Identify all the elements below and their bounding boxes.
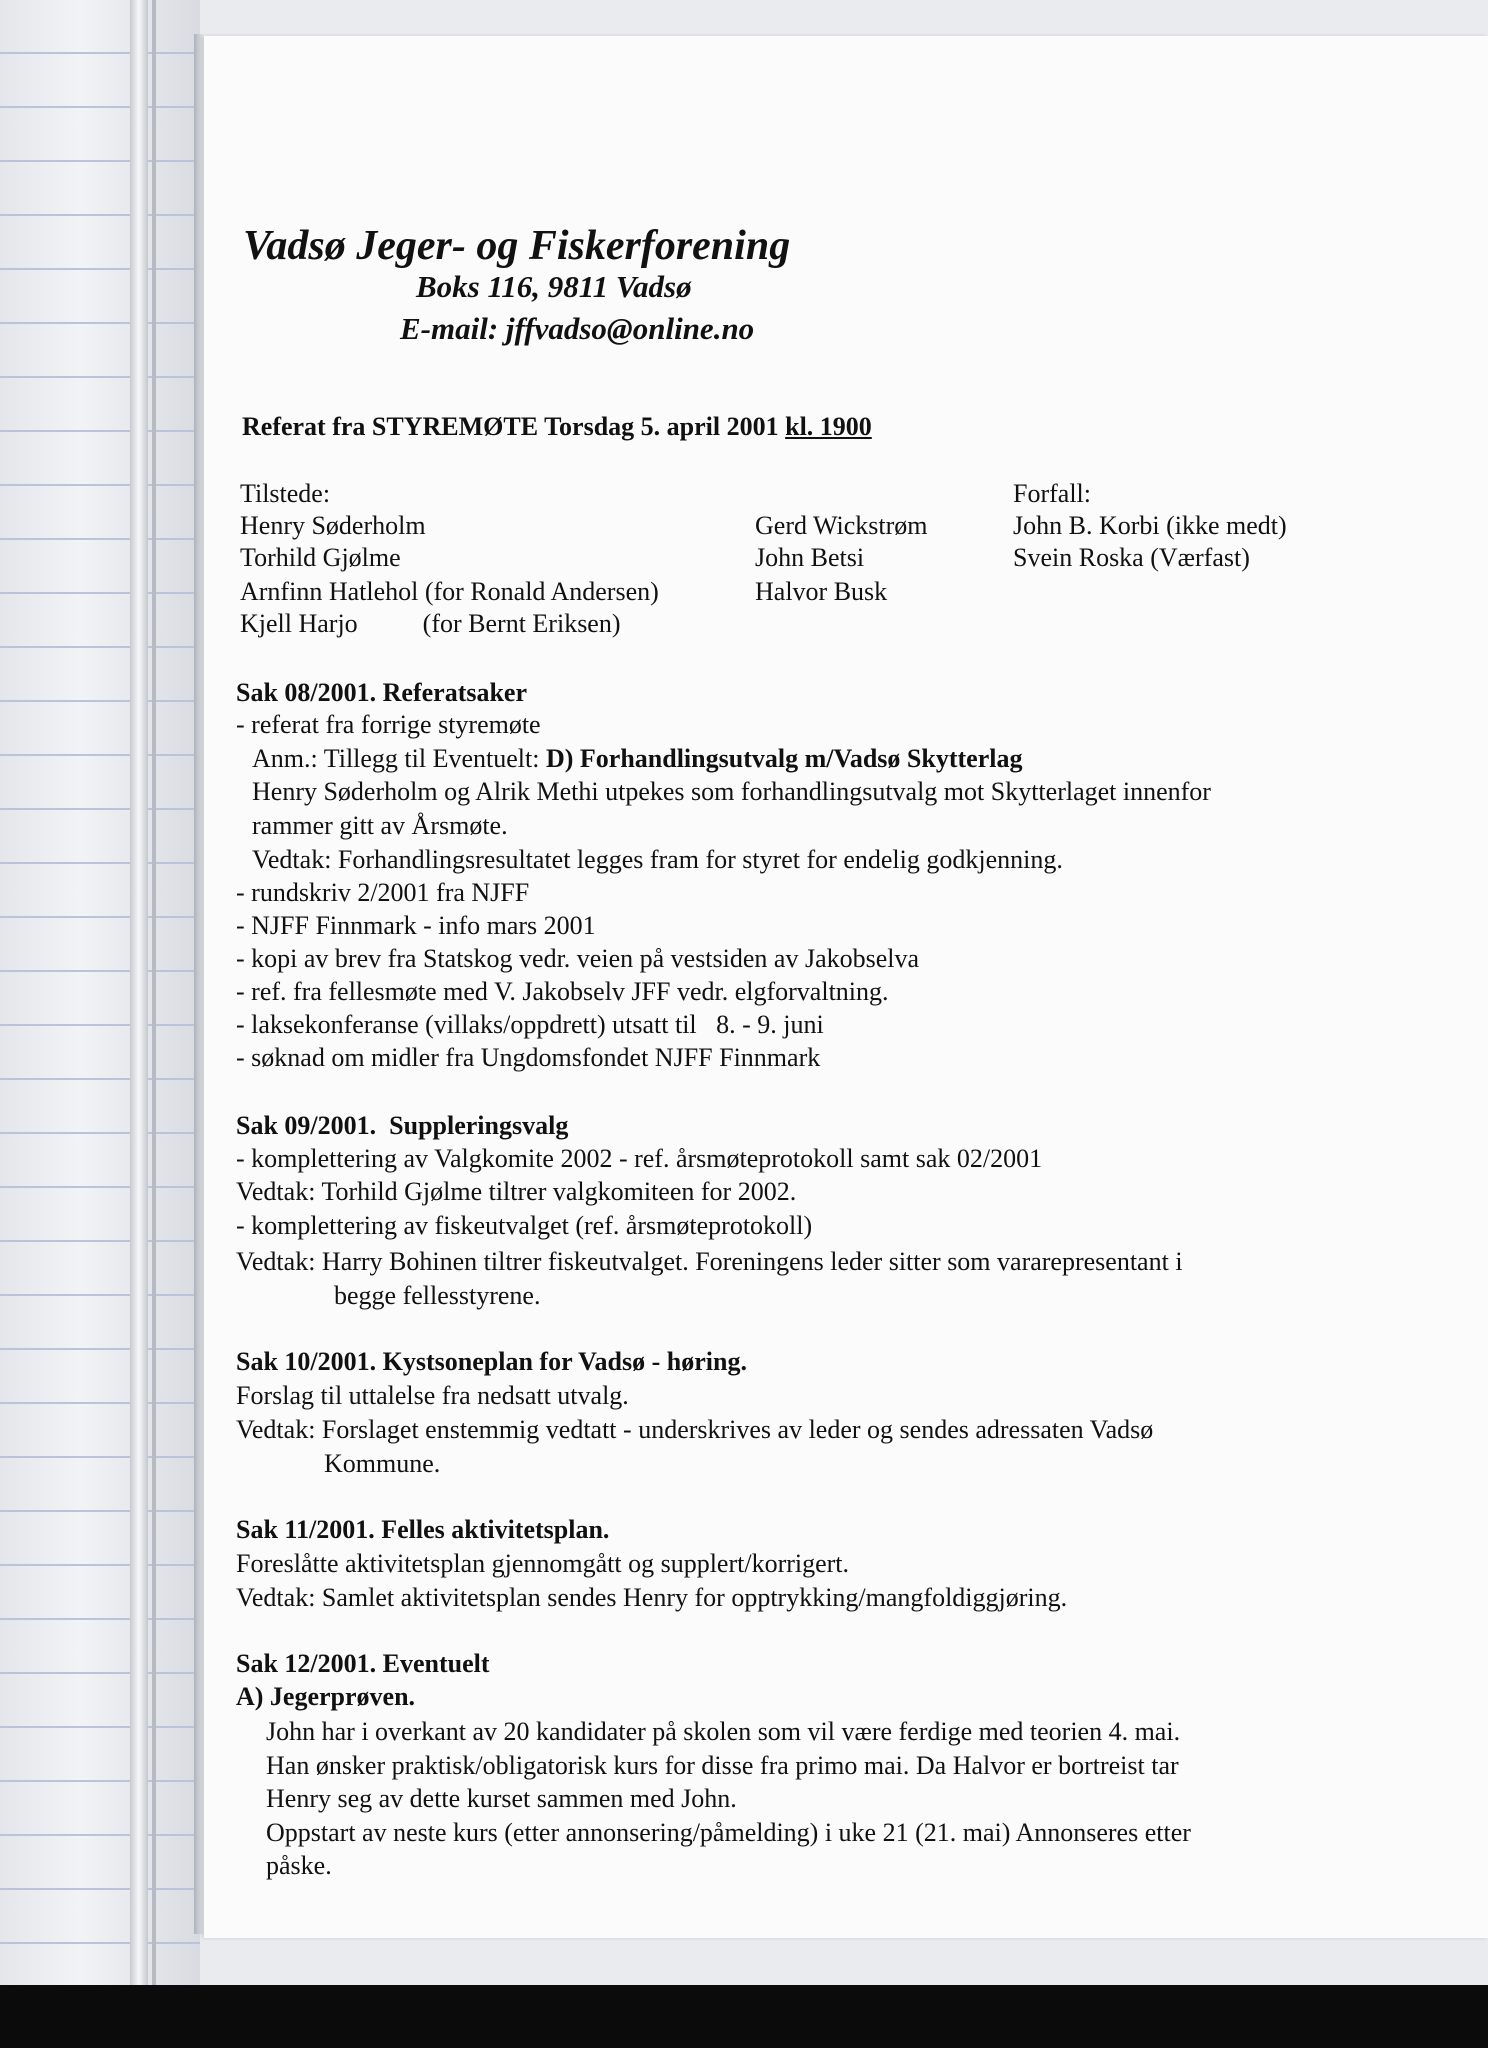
sak09-line: - komplettering av fiskeutvalget (ref. årsmøteprotokoll): [236, 1211, 813, 1240]
sak08-item: - laksekonferanse (villaks/oppdrett) utsatt til 8. - 9. juni: [236, 1010, 824, 1039]
sak12-line: Henry seg av dette kurset sammen med John.: [266, 1784, 737, 1813]
sak12-heading: Sak 12/2001. Eventuelt: [236, 1649, 490, 1678]
sak08-anm: [252, 743, 1022, 775]
present-person: Kjell Harjo (for Bernt Eriksen): [240, 609, 621, 638]
sak12-subheading: A) Jegerprøven.: [236, 1682, 416, 1711]
present-label: Tilstede:: [240, 479, 331, 508]
meeting-time: kl. 1900: [785, 412, 872, 441]
binder-edge: [152, 0, 156, 1985]
sak12-line: John har i overkant av 20 kandidater på skolen som vil være ferdige med teorien 4. mai.: [266, 1717, 1181, 1746]
sak10-heading: Sak 10/2001. Kystsoneplan for Vadsø - høring.: [236, 1347, 747, 1376]
sak11-line: Vedtak: Samlet aktivitetsplan sendes Henry for opptrykking/mangfoldiggjøring.: [236, 1583, 1068, 1612]
sak12-line: Han ønsker praktisk/obligatorisk kurs for disse fra primo mai. Da Halvor er bortreist tar: [266, 1751, 1179, 1780]
sak10-cont: Kommune.: [324, 1449, 441, 1478]
present-person: John Betsi: [755, 543, 865, 572]
sak08-item: - søknad om midler fra Ungdomsfondet NJFF Finnmark: [236, 1043, 821, 1072]
sak12-line: påske.: [266, 1851, 332, 1880]
sak12-line: Oppstart av neste kurs (etter annonsering/påmelding) i uke 21 (21. mai) Annonseres etter: [266, 1818, 1191, 1847]
sak10-line: Forslag til uttalelse fra nedsatt utvalg.: [236, 1381, 629, 1410]
sak08-vedtak: Vedtak: Forhandlingsresultatet legges fram for styret for endelig godkjenning.: [252, 845, 1063, 874]
present-person: Halvor Busk: [755, 577, 888, 606]
org-name: Vadsø Jeger- og Fiskerforening: [243, 223, 791, 269]
sak08-body: Henry Søderholm og Alrik Methi utpekes som forhandlingsutvalg mot Skytterlaget innenfor: [252, 777, 1211, 806]
present-person: Henry Søderholm: [240, 511, 426, 540]
sak10-line: Vedtak: Forslaget enstemmig vedtatt - underskrives av leder og sendes adressaten Vadsø: [236, 1415, 1154, 1444]
sak09-line: - komplettering av Valgkomite 2002 - ref. årsmøteprotokoll samt sak 02/2001: [236, 1144, 1043, 1173]
meeting-title: [242, 411, 872, 443]
binder-lined-strip: [0, 0, 200, 1985]
sak08-anm-prefix: Anm.: Tillegg til Eventuelt:: [252, 744, 546, 773]
sak09-cont: begge fellesstyrene.: [334, 1281, 541, 1310]
sak08-item: - ref. fra fellesmøte med V. Jakobselv JFF vedr. elgforvaltning.: [236, 977, 889, 1006]
absent-person: John B. Korbi (ikke medt): [1013, 511, 1287, 540]
binder-fold: [130, 0, 148, 1985]
present-person: Gerd Wickstrøm: [755, 511, 928, 540]
meeting-title-text: Referat fra STYREMØTE Torsdag 5. april 2001: [242, 412, 786, 441]
sak08-anm-bold: D) Forhandlingsutvalg m/Vadsø Skytterlag: [545, 744, 1023, 773]
sak09-line: Vedtak: Torhild Gjølme tiltrer valgkomiteen for 2002.: [236, 1177, 797, 1206]
absent-person: Svein Roska (Værfast): [1013, 543, 1250, 572]
sak09-heading: Sak 09/2001. Suppleringsvalg: [236, 1111, 569, 1140]
absent-label: Forfall:: [1013, 479, 1091, 508]
org-email: E-mail: jffvadso@online.no: [400, 311, 755, 346]
sak08-item: - kopi av brev fra Statskog vedr. veien på vestsiden av Jakobselva: [236, 944, 920, 973]
sak08-body: rammer gitt av Årsmøte.: [252, 811, 508, 840]
scan-bottom-border: [0, 1985, 1488, 2048]
sak08-line: - referat fra forrige styremøte: [236, 710, 541, 739]
sak08-item: - NJFF Finnmark - info mars 2001: [236, 911, 596, 940]
present-person: Arnfinn Hatlehol (for Ronald Andersen): [240, 577, 659, 606]
sak08-item: - rundskriv 2/2001 fra NJFF: [236, 878, 530, 907]
present-person: Torhild Gjølme: [240, 543, 401, 572]
org-address: Boks 116, 9811 Vadsø: [416, 269, 692, 304]
sak08-heading: Sak 08/2001. Referatsaker: [236, 678, 528, 707]
sak11-line: Foreslåtte aktivitetsplan gjennomgått og supplert/korrigert.: [236, 1549, 850, 1578]
sak09-line: Vedtak: Harry Bohinen tiltrer fiskeutvalget. Foreningens leder sitter som vararepresentant i: [236, 1247, 1183, 1276]
sak11-heading: Sak 11/2001. Felles aktivitetsplan.: [236, 1515, 610, 1544]
